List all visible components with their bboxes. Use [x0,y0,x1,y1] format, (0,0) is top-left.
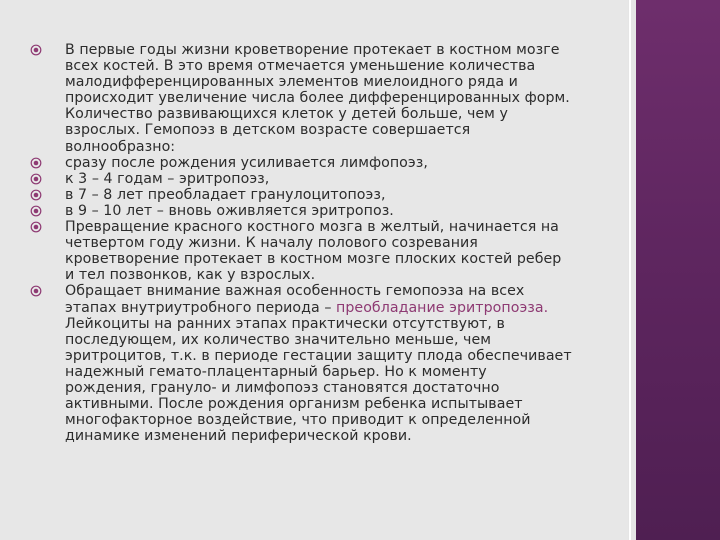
bullet-text-line: Количество развивающихся клеток у детей больше, чем у [65,106,508,123]
bullet-text-line: происходит увеличение числа более дифференцированных форм. [65,90,570,107]
bullet-item-granulocytopoiesis [30,187,628,203]
bullet-text-line: многофакторное воздействие, что приводит к определенной [65,412,531,429]
circled-dot-icon [30,173,42,185]
bullet-item-erythropoiesis-3-4 [30,171,628,187]
bullet-text-line: сразу после рождения усиливается лимфопоэз, [65,154,428,171]
bullet-text-line: активными. После рождения организм ребенка испытывает [65,396,523,413]
bullet-text-line: надежный гемато-плацентарный барьер. Но к моменту [65,363,487,380]
bullet-item-erythropoiesis-9-10 [30,203,628,219]
circled-dot-icon [30,44,42,56]
bullet-item-lymphopoiesis [30,155,628,171]
bullet-text-line: четвертом году жизни. К началу полового созревания [65,235,478,252]
bullet-text-line: к 3 – 4 годам – эритропоэз, [65,170,270,187]
circled-dot-icon [30,221,42,233]
highlighted-phrase: преобладание эритропоэза. [336,299,549,316]
bullet-text-line: рождения, грануло- и лимфопоэз становятся достаточно [65,379,500,396]
bullet-text-line: в 9 – 10 лет – вновь оживляется эритропоз. [65,202,394,219]
bullet-text-line: динамике изменений периферической крови. [65,428,412,445]
bullet-text-line: Превращение красного костного мозга в желтый, начинается на [65,219,559,236]
bullet-text-line: эритроцитов, т.к. в периоде гестации защиту плода обеспечивает [65,347,572,364]
bullet-text-line: последующем, их количество значительно меньше, чем [65,331,492,348]
panel-divider [629,0,631,540]
bullet-text-line: малодифференцированных элементов миелоидного ряда и [65,74,518,91]
circled-dot-icon [30,189,42,201]
decorative-side-panel [636,0,720,540]
bullet-text-line: этапах внутриутробного периода – [65,299,337,316]
bullet-text-line: В первые годы жизни кроветворение протекает в костном мозге [65,42,560,58]
bullet-text-line: Лейкоциты на ранних этапах практически отсутствуют, в [65,315,505,332]
bullet-text-line: взрослых. Гемопоэз в детском возрасте совершается [65,122,471,139]
circled-dot-icon [30,205,42,217]
bullet-text-line: волнообразно: [65,138,176,155]
bullet-item-marrow-conversion [30,219,628,283]
bullet-text-line: и тел позвонков, как у взрослых. [65,267,316,284]
bullet-item-intrauterine-feature [30,283,628,444]
bullet-text-line: в 7 – 8 лет преобладает гранулоцитопоэз, [65,186,386,203]
bullet-item-hematopoiesis-intro [30,42,628,155]
bullet-text-line: всех костей. В это время отмечается уменьшение количества [65,58,536,75]
bullet-list [30,42,628,444]
circled-dot-icon [30,157,42,169]
bullet-text-line: Обращает внимание важная особенность гемопоэза на всех [65,283,525,300]
circled-dot-icon [30,285,42,297]
bullet-text-line: кроветворение протекает в костном мозге плоских костей ребер [65,251,562,268]
